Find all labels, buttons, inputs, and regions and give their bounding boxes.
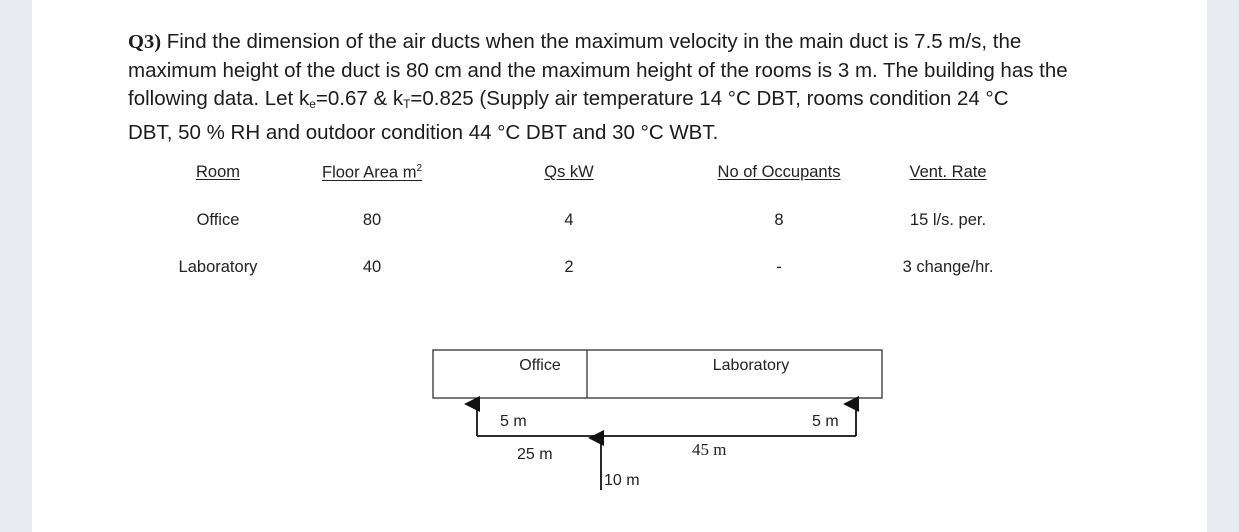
row-lab-qs: 2 xyxy=(564,258,574,276)
row-lab-vent: 3 change/hr. xyxy=(902,258,994,276)
row-office-occupants: 8 xyxy=(774,211,784,229)
header-floor-area: Floor Area $m^2$ xyxy=(321,163,423,182)
segment-b-length: 45 m xyxy=(692,440,727,459)
left-branch-length: 5 m xyxy=(500,413,527,430)
question-line-2: maximum height of the duct is 80 cm and the maximum height of the rooms is 3 m. The building has the xyxy=(128,58,1068,82)
segment-a-length: 25 m xyxy=(517,446,553,463)
header-occupants: No of Occupants xyxy=(717,163,841,181)
question-line-1: Q3) Find the dimension of the air ducts when the maximum velocity in the main duct is 7.5 m/s, the xyxy=(128,30,1022,53)
row-lab-room: Laboratory xyxy=(178,258,258,276)
diagram-office-label: Office xyxy=(519,357,561,374)
right-branch-length: 5 m xyxy=(812,413,839,430)
header-vent-rate: Vent. Rate xyxy=(909,163,987,181)
header-qs: Qs kW xyxy=(544,163,594,181)
row-office-room: Office xyxy=(196,211,240,229)
diagram-laboratory-label: Laboratory xyxy=(712,357,790,374)
rooms-outline xyxy=(433,350,882,398)
row-office-vent: 15 l/s. per. xyxy=(909,211,987,229)
row-lab-area: 40 xyxy=(362,258,382,276)
question-line-4: DBT, 50 % RH and outdoor condition 44 °C DBT and 30 °C WBT. xyxy=(128,120,719,144)
row-lab-occupants: - xyxy=(776,258,782,276)
question-line-3: following data. Let $k_e=0.67$ & $k_T=0.825$ (Supply air temperature 14 °C DBT, rooms condition 24 °C xyxy=(128,87,1009,111)
row-office-area: 80 xyxy=(362,211,382,229)
inlet-length: 10 m xyxy=(604,472,640,489)
question-number: Q3) xyxy=(128,31,162,53)
row-office-qs: 4 xyxy=(564,211,574,229)
header-room: Room xyxy=(195,163,241,181)
